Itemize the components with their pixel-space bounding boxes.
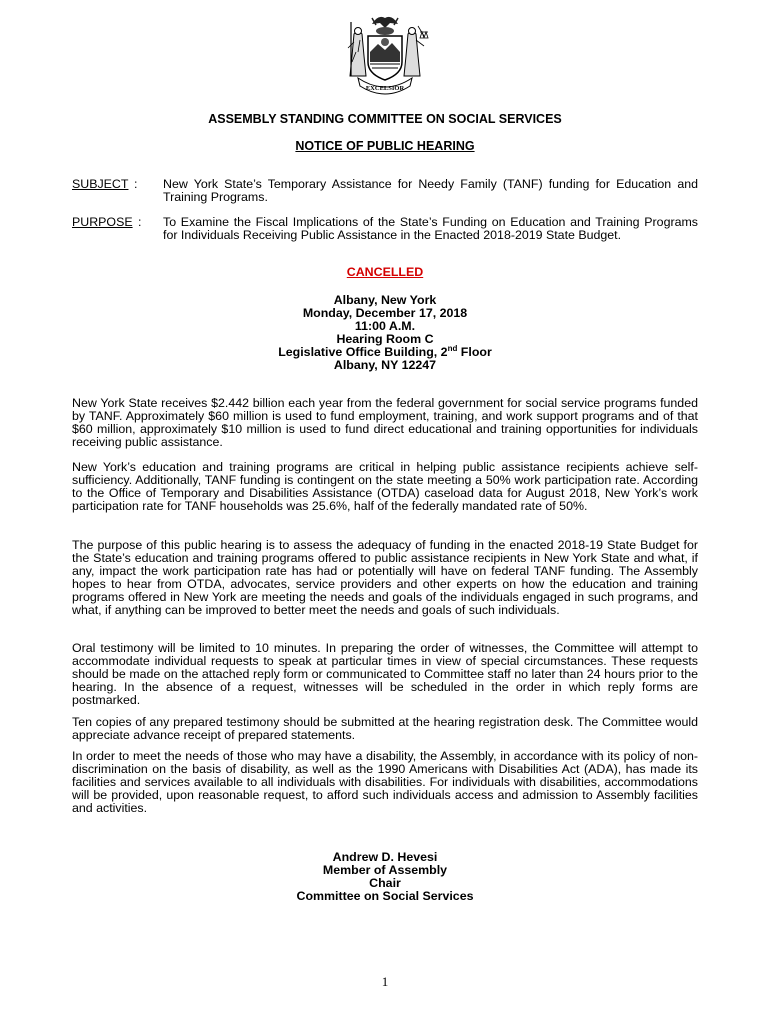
subject-label: SUBJECT — [72, 177, 129, 191]
purpose-label: PURPOSE — [72, 215, 133, 229]
signer-committee: Committee on Social Services — [296, 889, 474, 903]
signer-role: Member of Assembly — [322, 863, 448, 877]
paragraph-1: New York State receives $2.442 billion each year from the federal government for social service programs funded by TANF. Approximately $60 million is used to fund employment, training, and work support programs and of that $60 million, approximately $10 million is used to fund direct educational and training opportunities for individuals receiving public assistance. — [72, 396, 698, 449]
subject-text: New York State’s Temporary Assistance for Needy Family (TANF) funding for Education and Training Programs. — [163, 177, 698, 204]
hearing-date: Monday, December 17, 2018 — [302, 306, 468, 320]
hearing-room: Hearing Room C — [336, 332, 434, 346]
hearing-time: 11:00 A.M. — [354, 319, 416, 333]
notice-heading: NOTICE OF PUBLIC HEARING — [295, 139, 475, 153]
committee-title: ASSEMBLY STANDING COMMITTEE ON SOCIAL SERVICES — [208, 112, 562, 126]
location-city-zip: Albany, NY 12247 — [333, 358, 437, 372]
new-york-state-seal — [330, 12, 440, 102]
signature-block — [0, 851, 770, 903]
cancelled-status: CANCELLED — [346, 265, 424, 279]
subject-row: SUBJECT : New York State’s Temporary Assistance for Needy Family (TANF) funding for Education and Training Programs. — [72, 177, 698, 204]
signer-name: Andrew D. Hevesi — [332, 850, 438, 864]
paragraph-6: In order to meet the needs of those who may have a disability, the Assembly, in accordance with its policy of non-discrimination on the basis of disability, as well as the 1990 Americans with Disabilities Act (ADA), has made its facilities and services available to all individuals with disabilities. For individuals with disabilities, accommodations will be provided, upon reasonable request, to afford such individuals access and admission to Assembly facilities and activities. — [72, 749, 698, 815]
hearing-location — [0, 294, 770, 372]
purpose-row: PURPOSE : To Examine the Fiscal Implications of the State’s Funding on Education and Training Programs for Individuals Receiving Public Assistance in the Enacted 2018-2019 State Budget. — [72, 215, 698, 242]
purpose-text: To Examine the Fiscal Implications of the State’s Funding on Education and Training Programs for Individuals Receiving Public Assistance in the Enacted 2018-2019 State Budget. — [163, 215, 698, 242]
page-number: 1 — [381, 974, 389, 989]
paragraph-2: New York’s education and training programs are critical in helping public assistance recipients achieve self-sufficiency. Additionally, TANF funding is contingent on the state meeting a 50% work participation rate. According to the Office of Temporary and Disabilities Assistance (OTDA) caseload data for August 2018, New York’s work participation rate for TANF households was 25.6%, half of the federally mandated rate of 50%. — [72, 460, 698, 513]
seal-motto: EXCELSIOR — [365, 85, 405, 92]
location-city: Albany, New York — [333, 293, 437, 307]
paragraph-5: Ten copies of any prepared testimony should be submitted at the hearing registration desk. The Committee would appreciate advance receipt of prepared statements. — [72, 715, 698, 742]
signer-position: Chair — [369, 876, 401, 890]
hearing-building: Legislative Office Building, 2nd Floor — [278, 343, 492, 359]
paragraph-3: The purpose of this public hearing is to assess the adequacy of funding in the enacted 2018-19 State Budget for the State’s education and training programs offered to public assistance recipients in New York State and what, if any, impact the work participation rate has had or potentially will have on federal TANF funding. The Assembly hopes to hear from OTDA, advocates, service providers and other experts on how the education and training programs offered in New York are meeting the needs and goals of the individuals engaged in such programs, and what, if anything can be improved to better meet the needs and goals of such individuals. — [72, 538, 698, 617]
paragraph-4: Oral testimony will be limited to 10 minutes. In preparing the order of witnesses, the Committee will attempt to accommodate individual requests to speak at particular times in view of special circumstances. These requests should be made on the attached reply form or communicated to Committee staff no later than 24 hours prior to the hearing. In the absence of a request, witnesses will be scheduled in the order in which reply forms are postmarked. — [72, 641, 698, 707]
